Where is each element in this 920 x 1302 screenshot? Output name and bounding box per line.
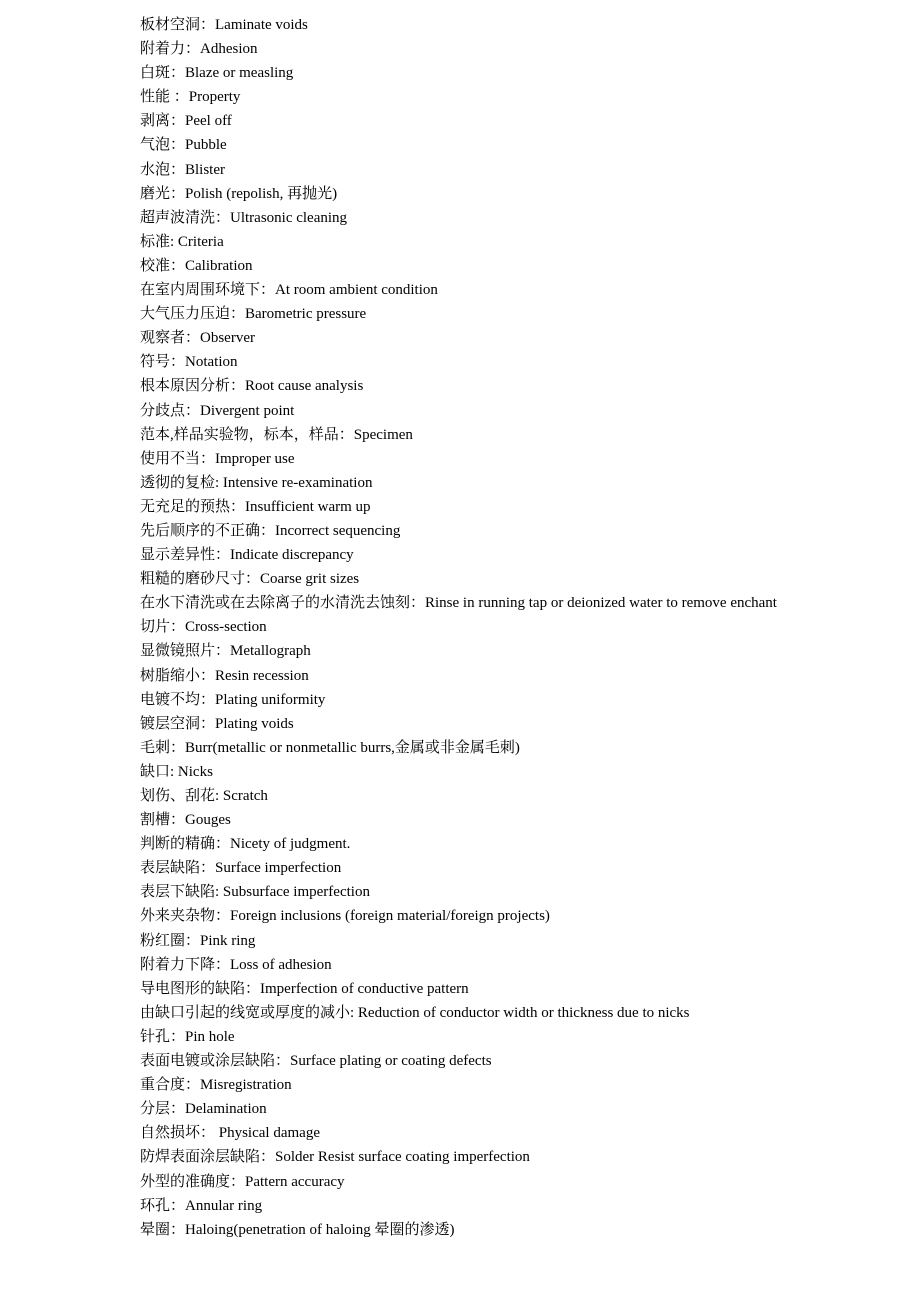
glossary-line: 表层下缺陷: Subsurface imperfection: [140, 884, 370, 901]
glossary-line: 标准: Criteria: [140, 233, 224, 250]
glossary-line: 附着力下降：Loss of adhesion: [140, 956, 332, 973]
glossary-line: 判断的精确：Nicety of judgment.: [140, 836, 351, 853]
glossary-line: 分歧点：Divergent point: [140, 402, 295, 419]
glossary-line: 附着力：Adhesion: [140, 41, 258, 58]
glossary-line: 在室内周围环境下：At room ambient condition: [140, 282, 438, 299]
glossary-line: 气泡：Pubble: [140, 137, 227, 154]
glossary-line: 在水下清洗或在去除离子的水清洗去蚀刻：Rinse in running tap or deionized water to remove enchant: [140, 595, 777, 612]
glossary-line: 导电图形的缺陷：Imperfection of conductive pattern: [140, 980, 469, 997]
glossary-line: 割槽：Gouges: [140, 812, 231, 829]
glossary-line: 透彻的复检: Intensive re-examination: [140, 474, 373, 491]
glossary-line: 显示差异性：Indicate discrepancy: [140, 547, 354, 564]
glossary-line: 由缺口引起的线宽或厚度的减小: Reduction of conductor width or thickness due to nicks: [140, 1004, 690, 1021]
glossary-line: 树脂缩小：Resin recession: [140, 667, 309, 684]
glossary-line: 符号：Notation: [140, 354, 238, 371]
glossary-line: 白斑：Blaze or measling: [140, 65, 294, 82]
glossary-line: 使用不当：Improper use: [140, 450, 295, 467]
glossary-line: 显微镜照片：Metallograph: [140, 643, 311, 660]
glossary-line: 切片：Cross-section: [140, 619, 267, 636]
glossary-line: 剥离：Peel off: [140, 113, 232, 130]
glossary-line: 粉红圈：Pink ring: [140, 932, 256, 949]
glossary-document: [140, 13, 910, 1242]
glossary-line: 分层：Delamination: [140, 1101, 267, 1118]
glossary-line: 观察者：Observer: [140, 330, 255, 347]
glossary-line: 外来夹杂物：Foreign inclusions (foreign material/foreign projects): [140, 908, 550, 925]
glossary-line: 水泡：Blister: [140, 161, 225, 178]
glossary-line: 粗糙的磨砂尺寸：Coarse grit sizes: [140, 571, 360, 588]
glossary-line: 针孔：Pin hole: [140, 1028, 235, 1045]
glossary-line: 表层缺陷：Surface imperfection: [140, 860, 342, 877]
glossary-line: 板材空洞：Laminate voids: [140, 17, 308, 33]
glossary-line: 无充足的预热：Insufficient warm up: [140, 498, 371, 515]
glossary-line: 根本原因分析：Root cause analysis: [140, 378, 364, 395]
glossary-line: 划伤、刮花: Scratch: [140, 788, 268, 804]
glossary-line: 表面电镀或涂层缺陷：Surface plating or coating defects: [140, 1053, 492, 1070]
glossary-line: 电镀不均：Plating uniformity: [140, 691, 326, 708]
glossary-line: 范本,样品实验物，标本，样品：Specimen: [140, 426, 413, 443]
glossary-line: 超声波清洗：Ultrasonic cleaning: [140, 209, 348, 226]
glossary-line: 外型的准确度：Pattern accuracy: [140, 1173, 345, 1190]
glossary-line: 磨光：Polish (repolish, 再抛光): [140, 185, 338, 202]
glossary-line: 先后顺序的不正确：Incorrect sequencing: [140, 522, 401, 539]
glossary-line: 性能 ：Property: [140, 89, 241, 106]
glossary-line: 缺口: Nicks: [140, 763, 213, 780]
glossary-line: 毛刺：Burr(metallic or nonmetallic burrs,金属或非金属毛刺): [140, 739, 520, 756]
glossary-line: 镀层空洞：Plating voids: [140, 715, 294, 732]
glossary-line: 防焊表面涂层缺陷：Solder Resist surface coating imperfection: [140, 1149, 530, 1166]
glossary-line: 校准：Calibration: [140, 257, 253, 274]
glossary-line: 重合度：Misregistration: [140, 1077, 292, 1094]
glossary-line: 自然损坏： Physical damage: [140, 1125, 320, 1142]
glossary-line: 晕圈：Haloing(penetration of haloing 晕圈的渗透): [140, 1221, 455, 1238]
glossary-line: 环孔：Annular ring: [140, 1197, 263, 1214]
glossary-line: 大气压力压迫：Barometric pressure: [140, 306, 367, 323]
